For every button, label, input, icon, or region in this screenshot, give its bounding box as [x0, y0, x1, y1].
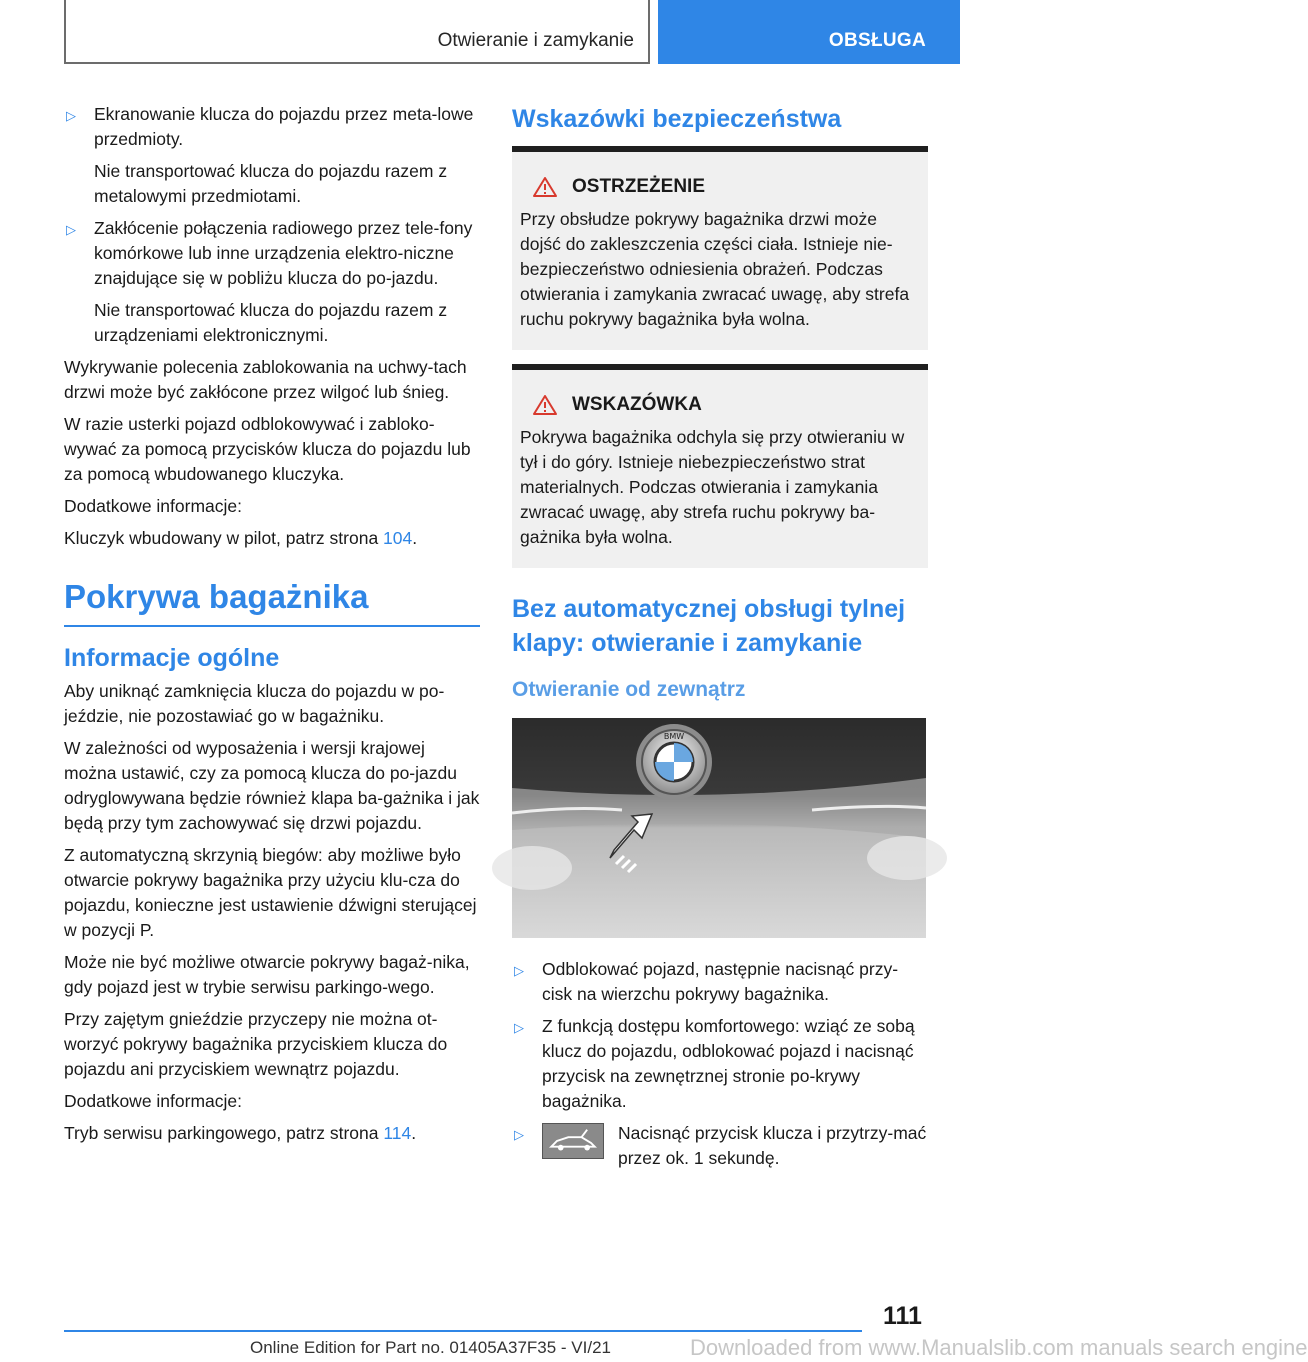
note-box: [512, 364, 928, 568]
link-lead-text: Tryb serwisu parkingowego, patrz strona: [64, 1123, 384, 1143]
subsection-heading: Bez automatycznej obsługi tylnej klapy: otwieranie i zamykanie: [512, 595, 906, 657]
edition-footer: Online Edition for Part no. 01405A37F35 - VI/21: [250, 1338, 612, 1357]
bullet-text: Z funkcją dostępu komfortowego: wziąć ze sobą klucz do pojazdu, odblokować pojazd i nacisnąć przycisk na zewnętrznej stronie po-krywy bagażnika.: [542, 1016, 915, 1111]
paragraph: Z automatyczną skrzynią biegów: aby możliwe było otwarcie pokrywy bagażnika przy użyciu klu-cza do pojazdu, konieczne jest ustawienie dźwigni sterującej w pozycji P.: [64, 845, 477, 940]
paragraph: Dodatkowe informacje:: [64, 496, 242, 516]
page-number: 111: [883, 1302, 922, 1330]
warning-box: [512, 146, 928, 350]
tailgate-button-photo: [512, 718, 926, 938]
key-tailgate-button-icon: [542, 1123, 604, 1159]
bullet-subtext: Nie transportować klucza do pojazdu razem z metalowymi przedmiotami.: [94, 161, 448, 206]
bullet-text: Zakłócenie połączenia radiowego przez tele-fony komórkowe lub inne urządzenia elektro-niczne znajdujące się w pobliżu klucza do po-jazdu.: [94, 218, 473, 288]
warning-triangle-icon: [532, 394, 558, 416]
link-lead-text: Kluczyk wbudowany w pilot, patrz strona: [64, 528, 384, 548]
warning-label: OSTRZEŻENIE: [572, 176, 706, 197]
footer-rule: [64, 1330, 862, 1332]
bullet-triangle-icon: ▷: [66, 222, 76, 237]
paragraph-with-link: [64, 526, 480, 551]
paragraph: Może nie być możliwe otwarcie pokrywy bagaż-nika, gdy pojazd jest w trybie serwisu parkingo-wego.: [64, 952, 470, 997]
header-section-tab: [658, 0, 960, 64]
warning-header: [532, 174, 918, 199]
paragraph-with-link: [64, 1121, 480, 1146]
list-item: [512, 1014, 928, 1114]
watermark: Downloaded from www.Manualslib.com manuals search engine: [690, 1335, 1308, 1360]
section-title: OBSŁUGA: [828, 30, 926, 51]
chapter-title: Otwieranie i zamykanie: [437, 30, 634, 51]
heading-rule: [64, 625, 480, 627]
link-trail-text: .: [411, 1123, 417, 1143]
list-item: [64, 216, 480, 291]
logo-text: BMW: [663, 732, 685, 741]
bullet-triangle-icon: ▷: [66, 108, 76, 123]
warning-text: Przy obsłudze pokrywy bagażnika drzwi może dojść do zakleszczenia części ciała. Istnieje nie-bezpieczeństwo odniesienia obrażeń. Podczas otwierania i zamykania zwracać uwagę, aby strefa ruchu pokrywy bagażnika była wolna.: [520, 209, 910, 329]
left-column: [64, 102, 480, 1153]
sub-subsection-heading: Otwieranie od zewnątrz: [512, 678, 746, 701]
list-item: [512, 957, 928, 1007]
paragraph: W razie usterki pojazd odblokowywać i zabloko-wywać za pomocą przycisków klucza do pojazdu lub za pomocą wbudowanego kluczyka.: [64, 414, 471, 484]
note-header: [532, 392, 918, 417]
bullet-text: Odblokować pojazd, następnie nacisnąć przy-cisk na wierzchu pokrywy bagażnika.: [542, 959, 899, 1004]
bullet-triangle-icon: ▷: [514, 1127, 524, 1142]
paragraph: Przy zajętym gnieździe przyczepy nie można ot-worzyć pokrywy bagażnika przyciskiem klucza do pojazdu ani przyciskiem wewnątrz pojazdu.: [64, 1009, 448, 1079]
paragraph: W zależności od wyposażenia i wersji krajowej można ustawić, czy za pomocą klucza do po-jazdu odryglowywana będzie również klapa ba-gażnika i jak będą przy tym zachowywać się drzwi pojazdu.: [64, 738, 480, 833]
paragraph: Wykrywanie polecenia zablokowania na uchwy-tach drzwi może być zakłócone przez wilgoć lub śnieg.: [64, 357, 467, 402]
paragraph: Dodatkowe informacje:: [64, 1091, 242, 1111]
subsection-heading: Informacje ogólne: [64, 644, 280, 672]
note-text: Pokrywa bagażnika odchyla się przy otwieraniu w tył i do góry. Istnieje niebezpieczeństwo strat materialnych. Podczas otwierania i zamykania zwracać uwagę, aby strefa ruchu pokrywy ba-gażnika była wolna.: [520, 427, 905, 547]
list-item: [64, 102, 480, 152]
header-chapter-box: [64, 0, 650, 64]
link-trail-text: .: [412, 528, 418, 548]
paragraph: Aby uniknąć zamknięcia klucza do pojazdu w po-jeździe, nie pozostawiać go w bagażniku.: [64, 681, 445, 726]
section-heading: Pokrywa bagażnika: [64, 578, 369, 615]
bullet-subtext: Nie transportować klucza do pojazdu razem z urządzeniami elektronicznymi.: [94, 300, 448, 345]
bullet-text: Nacisnąć przycisk klucza i przytrzy-mać przez ok. 1 sekundę.: [618, 1123, 927, 1168]
bullet-text: Ekranowanie klucza do pojazdu przez meta-lowe przedmioty.: [94, 104, 474, 149]
safety-heading: Wskazówki bezpieczeństwa: [512, 105, 842, 133]
warning-triangle-icon: [532, 176, 558, 198]
bullet-triangle-icon: ▷: [514, 1020, 524, 1035]
page-link-114[interactable]: 114: [383, 1123, 412, 1143]
bullet-triangle-icon: ▷: [514, 963, 524, 978]
note-label: WSKAZÓWKA: [572, 394, 702, 415]
page-link-104[interactable]: 104: [383, 528, 413, 548]
list-item: [512, 1121, 928, 1187]
right-column: [512, 104, 928, 1187]
